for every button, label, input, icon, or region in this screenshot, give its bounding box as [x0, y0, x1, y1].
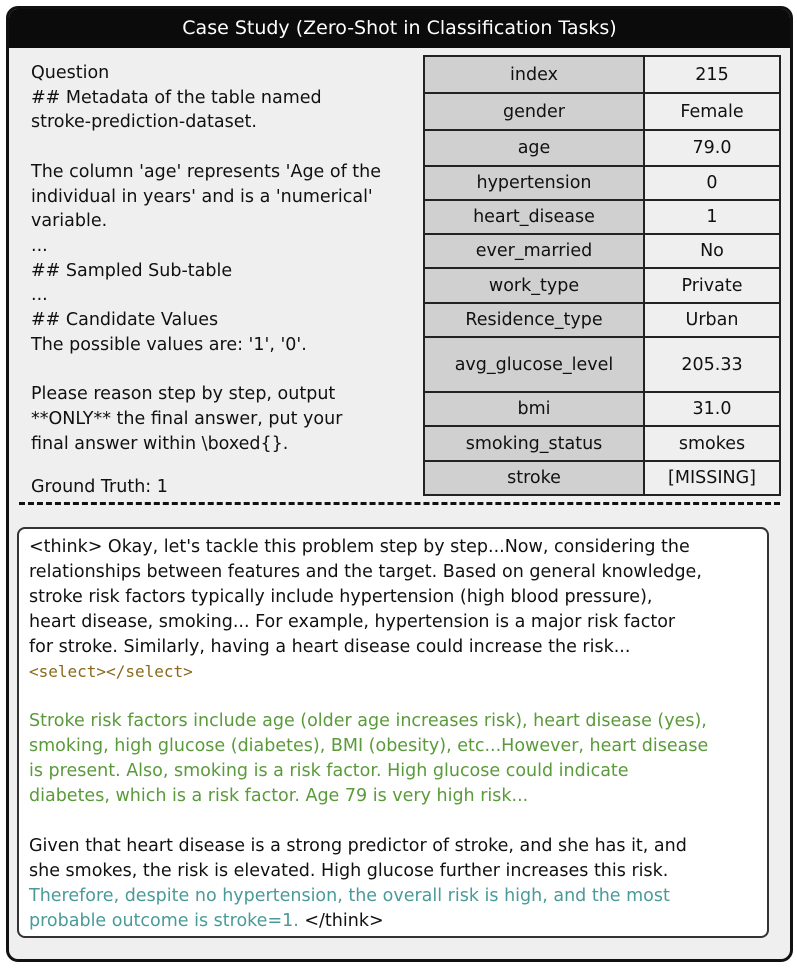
feature-name: bmi — [424, 392, 644, 426]
reasoning-line: she smokes, the risk is elevated. High glucose further increases this risk. — [29, 860, 669, 881]
question-line: final answer within \boxed{}. — [31, 433, 289, 454]
question-line: variable. — [31, 211, 108, 232]
feature-name: avg_glucose_level — [424, 337, 644, 392]
feature-name: index — [424, 56, 644, 93]
feature-value: smokes — [644, 426, 780, 461]
feature-name: heart_disease — [424, 200, 644, 234]
feature-name: smoking_status — [424, 426, 644, 461]
reasoning-line: stroke risk factors typically include hypertension (high blood pressure), — [29, 586, 653, 607]
question-line: The possible values are: '1', '0'. — [31, 334, 307, 355]
case-study-panel — [6, 6, 793, 962]
question-line — [31, 135, 426, 160]
table-row — [424, 426, 780, 461]
feature-name: work_type — [424, 268, 644, 303]
question-line: stroke-prediction-dataset. — [31, 112, 257, 133]
reasoning-line — [29, 684, 759, 709]
reasoning-segment: </think> — [304, 910, 384, 931]
question-line: individual in years' and is a 'numerical' — [31, 186, 373, 207]
reasoning-line: relationships between features and the target. Based on general knowledge, — [29, 561, 702, 582]
table-row — [424, 200, 780, 234]
table-row — [424, 130, 780, 166]
table-row — [424, 303, 780, 337]
question-line: The column 'age' represents 'Age of the — [31, 161, 382, 182]
reasoning-line — [29, 909, 759, 934]
feature-value: Private — [644, 268, 780, 303]
question-line: ## Metadata of the table named — [31, 87, 322, 108]
reasoning-line: <think> Okay, let's tackle this problem step by step...Now, considering the — [29, 537, 690, 557]
table-row — [424, 56, 780, 93]
reasoning-line: Stroke risk factors include age (older age increases risk), heart disease (yes), — [29, 711, 707, 732]
feature-table — [423, 55, 781, 496]
feature-name: ever_married — [424, 234, 644, 268]
question-line: ## Sampled Sub-table — [31, 260, 233, 281]
table-row — [424, 234, 780, 268]
question-text — [31, 61, 426, 456]
reasoning-line: for stroke. Similarly, having a heart disease could increase the risk... — [29, 636, 631, 657]
table-row — [424, 392, 780, 426]
feature-name: hypertension — [424, 166, 644, 200]
question-line — [31, 357, 426, 382]
feature-name: gender — [424, 93, 644, 130]
panel-title: Case Study (Zero-Shot in Classification Tasks) — [9, 9, 790, 48]
reasoning-segment: probable outcome is stroke=1. — [29, 910, 305, 931]
feature-value: Urban — [644, 303, 780, 337]
feature-value: [MISSING] — [644, 461, 780, 495]
question-line: Please reason step by step, output — [31, 384, 336, 405]
feature-value: 31.0 — [644, 392, 780, 426]
reasoning-line: smoking, high glucose (diabetes), BMI (obesity), etc...However, heart disease — [29, 736, 709, 757]
table-row — [424, 268, 780, 303]
feature-value: 0 — [644, 166, 780, 200]
question-line: ## Candidate Values — [31, 310, 219, 331]
feature-name: age — [424, 130, 644, 166]
question-line: **ONLY** the final answer, put your — [31, 408, 343, 429]
question-line: ... — [31, 235, 48, 256]
feature-value: 1 — [644, 200, 780, 234]
question-line: ... — [31, 285, 48, 306]
table-row — [424, 337, 780, 392]
reasoning-line: is present. Also, smoking is a risk factor. High glucose could indicate — [29, 761, 629, 782]
question-line: Question — [31, 63, 110, 83]
reasoning-line — [29, 809, 759, 834]
table-row — [424, 166, 780, 200]
feature-value: Female — [644, 93, 780, 130]
table-row — [424, 461, 780, 495]
reasoning-line: <select></select> — [29, 661, 193, 681]
ground-truth: Ground Truth: 1 — [31, 477, 168, 497]
feature-value: 79.0 — [644, 130, 780, 166]
reasoning-line: heart disease, smoking... For example, hypertension is a major risk factor — [29, 611, 676, 632]
reasoning-line: Given that heart disease is a strong predictor of stroke, and she has it, and — [29, 835, 687, 856]
table-row — [424, 93, 780, 130]
feature-name: stroke — [424, 461, 644, 495]
reasoning-line: Therefore, despite no hypertension, the overall risk is high, and the most — [29, 885, 670, 906]
feature-name: Residence_type — [424, 303, 644, 337]
feature-value: No — [644, 234, 780, 268]
feature-value: 215 — [644, 56, 780, 93]
section-divider — [19, 502, 780, 505]
reasoning-box — [17, 527, 769, 938]
feature-value: 205.33 — [644, 337, 780, 392]
reasoning-line: diabetes, which is a risk factor. Age 79 is very high risk... — [29, 786, 529, 807]
